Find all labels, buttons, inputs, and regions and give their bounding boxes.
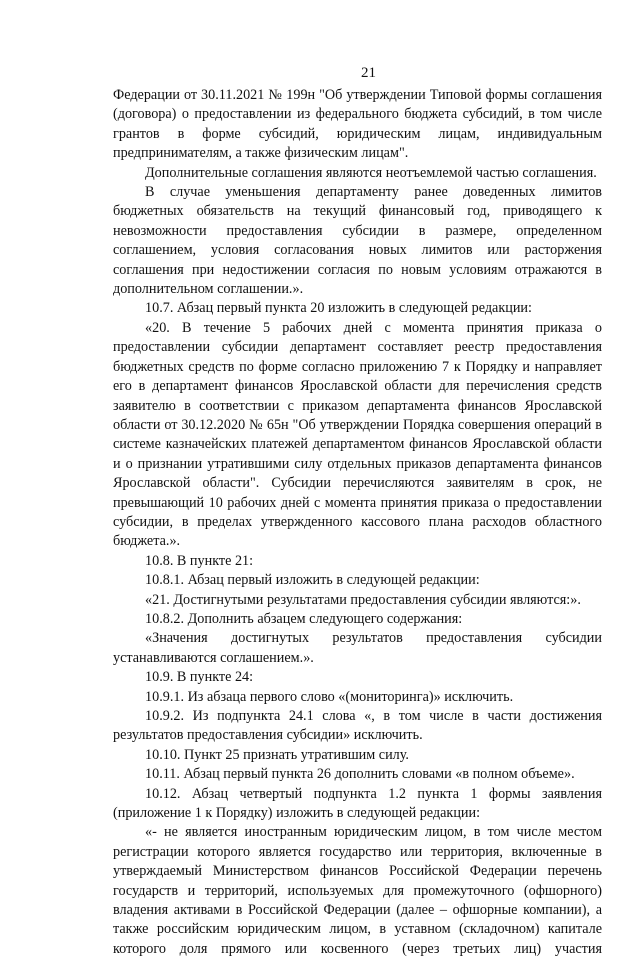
paragraph-item-21: «21. Достигнутыми результатами предоставления субсидии являются:».	[145, 591, 581, 608]
paragraph-item-20: «20. В течение 5 рабочих дней с момента принятия приказа о предоставлении субсидии департамент составляет реестр предоставления бюджетных средств по форме согласно приложению 7 к Порядку и направляет его в департамент финансов Ярославской области для перечисления средств заявителю в соответствии с приказом департамента финансов Ярославской области от 30.12.2020 № 65н "Об утверждении Порядка совершения операций в системе казначейских платежей департаментом финансов Ярославской области и о признании утратившими силу отдельных приказов департамента финансов Ярославской области". Субсидии перечисляются заявителям в срок, не превышающий 10 рабочих дней с момента принятия приказа о предоставлении субсидии, в пределах утвержденного кассового плана расходов областного бюджета.».	[113, 319, 602, 550]
paragraph-10-7: 10.7. Абзац первый пункта 20 изложить в следующей редакции:	[145, 300, 532, 317]
paragraph-10-8-2: 10.8.2. Дополнить абзацем следующего содержания:	[145, 610, 463, 627]
paragraph-10-8: 10.8. В пункте 21:	[145, 552, 254, 569]
paragraph-not-foreign-entity: «- не является иностранным юридическим лицом, в том числе местом регистрации которого является государство или территория, включенные в утверждаемый Министерством финансов Российской Федерации перечень государств и территорий, используемых для промежуточного (офшорного) владения активами в Российской Федерации (далее – офшорные компании), а также российским юридическим лицом, в уставном (складочном) капитале которого доля прямого или косвенного (через третьих лиц) участия	[113, 824, 602, 957]
document-body	[113, 86, 602, 959]
paragraph-result-values: «Значения достигнутых результатов предоставления субсидии устанавливаются соглашением.».	[113, 630, 602, 666]
paragraph-continuation: Федерации от 30.11.2021 № 199н "Об утверждении Типовой формы соглашения (договора) о предоставлении из федерального бюджета субсидий, в том числе грантов в форме субсидий, юридическим лицам, индивидуальным предпринимателям, а также физическим лицам".	[113, 87, 602, 162]
paragraph-10-9-2: 10.9.2. Из подпункта 24.1 слова «, в том числе в части достижения результатов предоставления субсидии» исключить.	[113, 708, 602, 744]
paragraph-additional-agreements: Дополнительные соглашения являются неотъемлемой частью соглашения.	[145, 164, 597, 181]
paragraph-10-8-1: 10.8.1. Абзац первый изложить в следующей редакции:	[145, 572, 480, 589]
paragraph-10-12: 10.12. Абзац четвертый подпункта 1.2 пункта 1 формы заявления (приложение 1 к Порядку) изложить в следующей редакции:	[113, 785, 602, 822]
paragraph-limits-reduction: В случае уменьшения департаменту ранее доведенных лимитов бюджетных обязательств на текущий финансовый год, приводящего к невозможности предоставления субсидии в размере, определенном соглашением, условия согласования новых лимитов или расторжения соглашения при недостижении согласия по новым условиям отражаются в дополнительном соглашении.».	[113, 184, 602, 298]
paragraph-10-9: 10.9. В пункте 24:	[145, 669, 254, 686]
paragraph-10-10: 10.10. Пункт 25 признать утратившим силу.	[145, 746, 409, 763]
page-number: 21	[361, 65, 376, 81]
paragraph-10-11: 10.11. Абзац первый пункта 26 дополнить словами «в полном объеме».	[145, 766, 575, 783]
paragraph-10-9-1: 10.9.1. Из абзаца первого слово «(мониторинга)» исключить.	[145, 688, 514, 705]
